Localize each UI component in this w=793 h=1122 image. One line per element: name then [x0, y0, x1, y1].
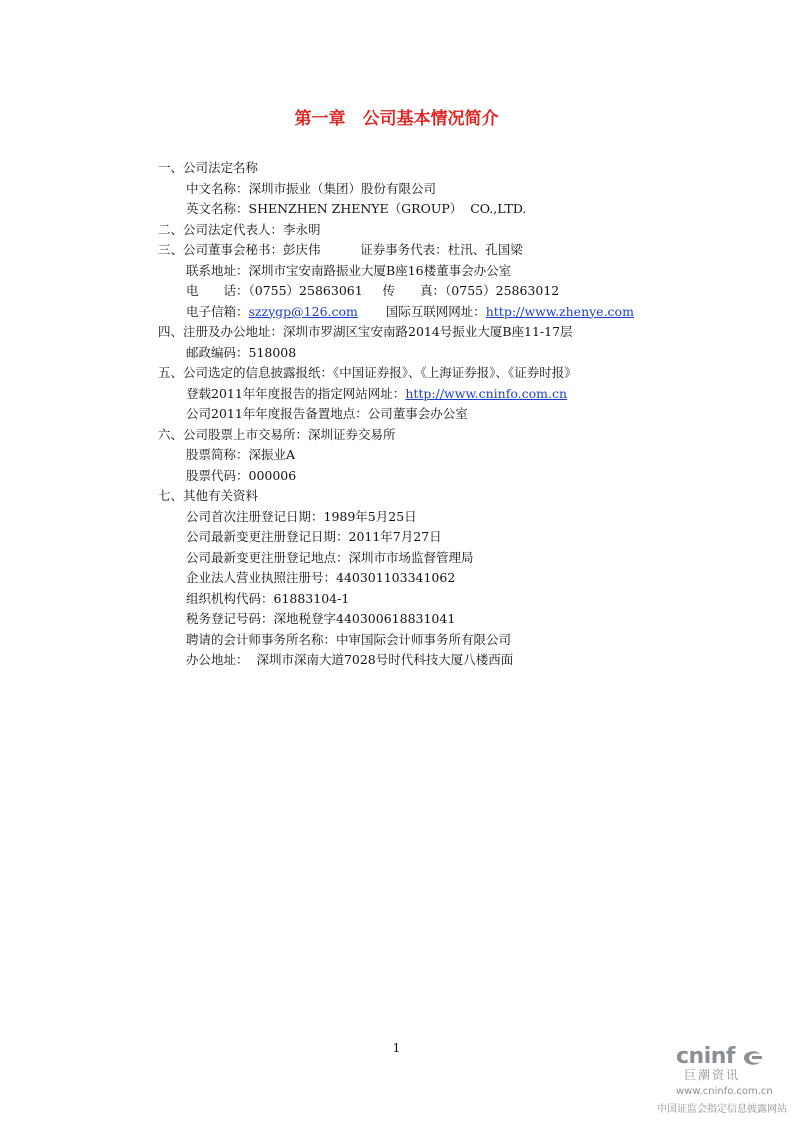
- website-link[interactable]: http://www.zhenye.com: [485, 303, 634, 319]
- logo-chinese-name: 巨潮资讯: [684, 1068, 741, 1082]
- info-line: 中文名称：深圳市振业（集团）股份有限公司: [186, 180, 437, 196]
- info-line: 股票简称：深振业A: [186, 447, 296, 462]
- info-line: 电 话：（0755）25863061 传 真：（0755）25863012: [186, 283, 560, 298]
- info-line: 聘请的会计师事务所名称：中审国际会计师事务所有限公司: [186, 631, 512, 647]
- page-number: 1: [392, 1041, 401, 1055]
- cninfo-logo: [676, 1044, 766, 1084]
- info-line: 公司最新变更注册登记日期：2011年7月27日: [186, 529, 442, 544]
- section-heading: 六、公司股票上市交易所：深圳证券交易所: [158, 426, 396, 442]
- section-heading: 七、其他有关资料: [158, 488, 259, 503]
- section-heading: 三、公司董事会秘书：彭庆伟 证券事务代表：杜汛、孔国梁: [158, 242, 523, 257]
- cninfo-link[interactable]: http://www.cninfo.com.cn: [405, 385, 568, 401]
- section-heading: 四、注册及办公地址：深圳市罗湖区宝安南路2014号振业大厦B座11-17层: [158, 324, 573, 339]
- site-url[interactable]: www.cninfo.com.cn: [676, 1086, 773, 1097]
- website-label: 国际互联网网址：: [357, 303, 486, 319]
- info-line: 联系地址：深圳市宝安南路振业大厦B座16楼董事会办公室: [186, 262, 512, 278]
- section-heading: 一、公司法定名称: [158, 160, 259, 175]
- section-heading: 五、公司选定的信息披露报纸：《中国证券报》、《上海证券报》、《证券时报》: [158, 365, 577, 380]
- info-line-report-site: [186, 384, 567, 404]
- email-link[interactable]: szzygp@126.com: [248, 303, 358, 319]
- info-line: 公司2011年年度报告备置地点：公司董事会办公室: [186, 406, 468, 421]
- info-line: 办公地址： 深圳市深南大道7028号时代科技大厦八楼西面: [186, 652, 514, 667]
- swirl-icon: [740, 1048, 764, 1068]
- info-line: 税务登记号码：深地税登字440300618831041: [186, 611, 456, 626]
- site-note: 中国证监会指定信息披露网站: [657, 1104, 787, 1115]
- info-line: 股票代码：000006: [186, 467, 297, 483]
- info-line: 英文名称：SHENZHEN ZHENYE（GROUP） CO.,LTD.: [186, 201, 527, 216]
- info-line: 公司首次注册登记日期：1989年5月25日: [186, 508, 417, 524]
- info-line: 组织机构代码：61883104-1: [186, 590, 350, 606]
- info-line: 邮政编码：518008: [186, 344, 297, 360]
- section-heading: 二、公司法定代表人：李永明: [158, 221, 321, 237]
- info-line: 公司最新变更注册登记地点：深圳市市场监督管理局: [186, 549, 474, 565]
- info-line: 企业法人营业执照注册号：440301103341062: [186, 570, 456, 585]
- report-site-label: 登载2011年年度报告的指定网站网址：: [186, 385, 406, 401]
- info-line-email: [186, 302, 634, 322]
- email-label: 电子信箱：: [186, 303, 249, 319]
- page-title: 第一章 公司基本情况简介: [294, 109, 499, 129]
- logo-wordmark: cninf: [676, 1044, 735, 1069]
